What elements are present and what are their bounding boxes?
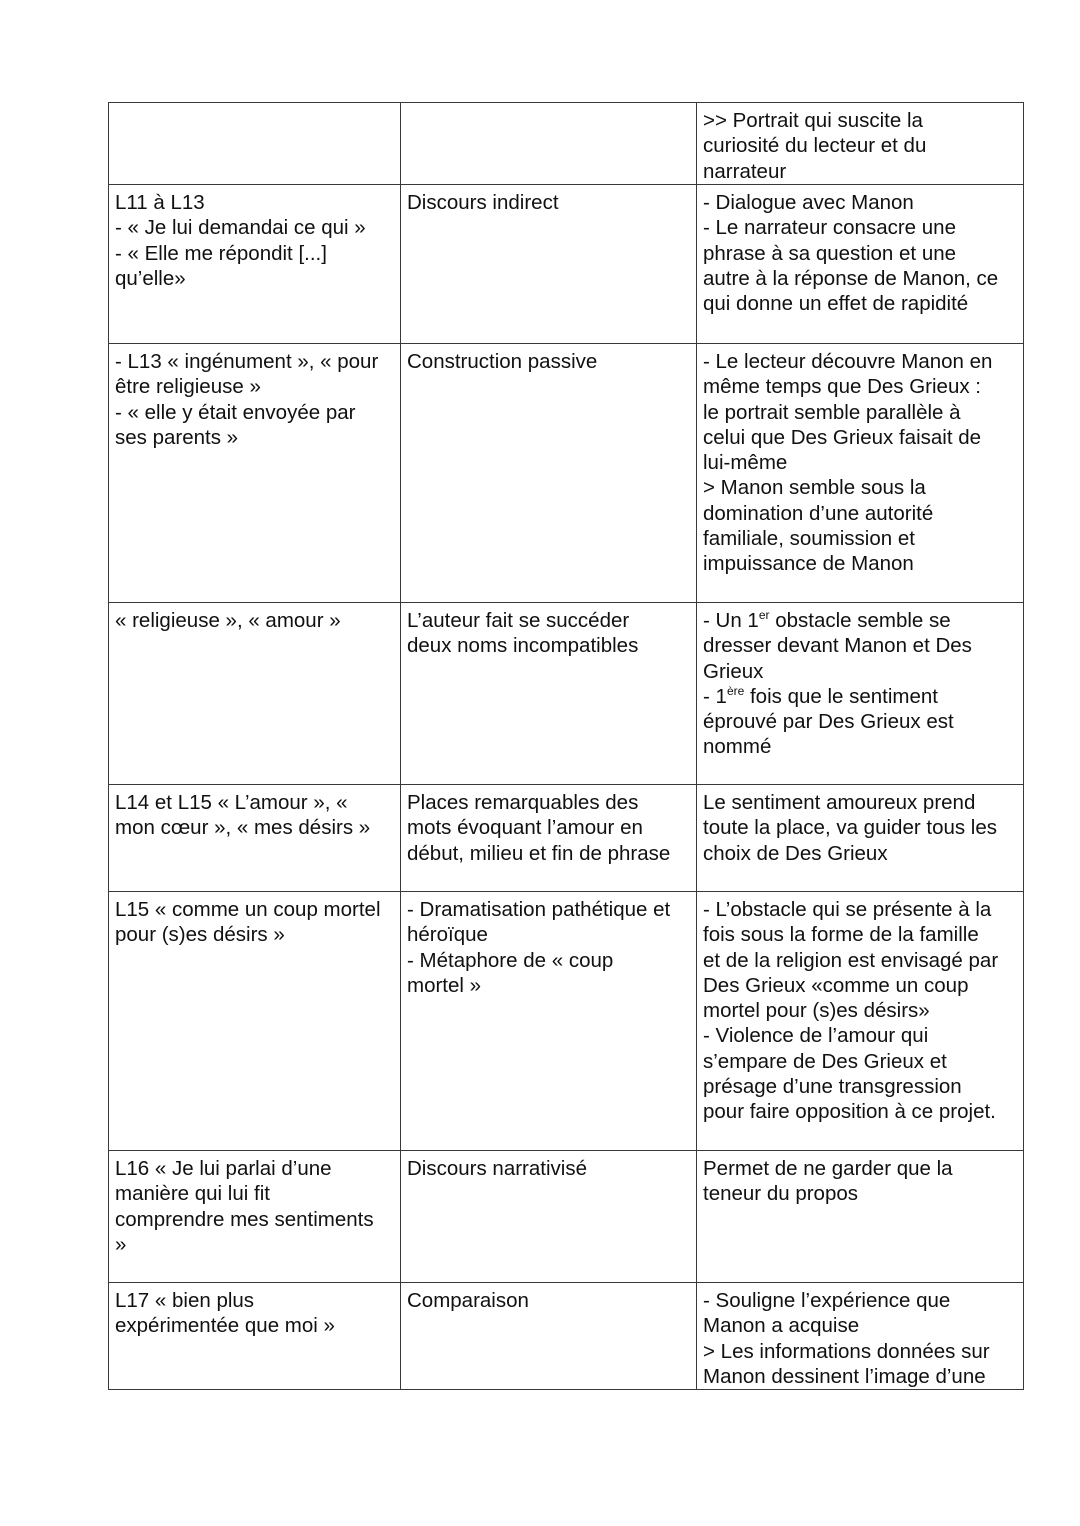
- cell-line: expérimentée que moi »: [115, 1314, 335, 1338]
- table-cell-reference: [109, 103, 401, 185]
- cell-line: mots évoquant l’amour en: [407, 816, 643, 840]
- cell-line: Places remarquables des: [407, 791, 639, 814]
- cell-line: - Dramatisation pathétique et: [407, 898, 671, 921]
- cell-line: comprendre mes sentiments: [115, 1207, 374, 1231]
- cell-line: - Le narrateur consacre une: [703, 216, 956, 240]
- cell-line: dresser devant Manon et Des: [703, 634, 972, 658]
- table-cell-reference: [109, 785, 401, 892]
- cell-line: Le sentiment amoureux prend: [703, 791, 976, 814]
- table-cell-interpretation: [697, 892, 1024, 1151]
- analysis-table: [108, 102, 1024, 1390]
- cell-line: début, milieu et fin de phrase: [407, 841, 671, 865]
- cell-line: L16 « Je lui parlai d’une: [115, 1157, 332, 1180]
- cell-line: - Souligne l’expérience que: [703, 1289, 951, 1312]
- table-cell-procede: [401, 185, 697, 344]
- superscript: ère: [726, 683, 745, 698]
- cell-line: ses parents »: [115, 425, 239, 449]
- table-cell-procede: [401, 344, 697, 603]
- table-cell-interpretation: [697, 185, 1024, 344]
- text-fragment: fois que le sentiment: [744, 684, 939, 708]
- cell-line: présage d’une transgression: [703, 1075, 962, 1099]
- cell-line: Discours narrativisé: [407, 1157, 587, 1180]
- text-fragment: obstacle semble se: [769, 609, 951, 632]
- cell-line: pour faire opposition à ce projet.: [703, 1100, 996, 1124]
- cell-line: - L13 « ingénument », « pour: [115, 350, 379, 373]
- table-cell-procede: [401, 1151, 697, 1283]
- superscript: er: [758, 608, 770, 622]
- cell-line: mortel pour (s)es désirs»: [703, 999, 930, 1023]
- cell-line: nommé: [703, 735, 772, 759]
- table-cell-interpretation: [697, 785, 1024, 892]
- cell-line: - Le lecteur découvre Manon en: [703, 350, 993, 373]
- table-row: [109, 603, 1024, 785]
- cell-line: »: [115, 1232, 127, 1256]
- cell-line: s’empare de Des Grieux et: [703, 1049, 947, 1073]
- cell-line: [703, 608, 1018, 633]
- cell-line: - « elle y était envoyée par: [115, 400, 356, 424]
- cell-line: - L’obstacle qui se présente à la: [703, 898, 992, 921]
- cell-line: [703, 684, 1018, 709]
- cell-line: mon cœur », « mes désirs »: [115, 816, 371, 840]
- cell-line: L17 « bien plus: [115, 1289, 255, 1312]
- cell-line: Manon dessinent l’image d’une: [703, 1364, 986, 1388]
- cell-line: L15 « comme un coup mortel: [115, 898, 381, 921]
- cell-line: Comparaison: [407, 1289, 529, 1312]
- cell-line: autre à la réponse de Manon, ce: [703, 266, 999, 290]
- cell-line: narrateur: [703, 159, 787, 183]
- cell-line: teneur du propos: [703, 1182, 859, 1206]
- cell-line: - Métaphore de « coup: [407, 948, 614, 972]
- table-cell-reference: [109, 344, 401, 603]
- table-cell-reference: [109, 603, 401, 785]
- table-cell-procede: [401, 103, 697, 185]
- cell-line: L’auteur fait se succéder: [407, 609, 630, 632]
- table-row: [109, 892, 1024, 1151]
- cell-line: Permet de ne garder que la: [703, 1157, 953, 1180]
- table-cell-procede: [401, 892, 697, 1151]
- cell-line: et de la religion est envisagé par: [703, 948, 999, 972]
- table-row: [109, 103, 1024, 185]
- cell-line: héroïque: [407, 923, 488, 947]
- table-cell-reference: [109, 1151, 401, 1283]
- table-row: [109, 1283, 1024, 1390]
- cell-line: domination d’une autorité: [703, 501, 934, 525]
- table-cell-interpretation: [697, 344, 1024, 603]
- table-cell-reference: [109, 1283, 401, 1390]
- cell-line: - Violence de l’amour qui: [703, 1024, 929, 1048]
- cell-line: choix de Des Grieux: [703, 841, 888, 865]
- table-cell-interpretation: [697, 1151, 1024, 1283]
- text-fragment: - 1: [703, 684, 727, 708]
- table-row: [109, 185, 1024, 344]
- cell-line: familiale, soumission et: [703, 527, 915, 551]
- cell-line: pour (s)es désirs »: [115, 923, 285, 947]
- cell-line: phrase à sa question et une: [703, 241, 957, 265]
- cell-line: être religieuse »: [115, 375, 261, 399]
- cell-line: même temps que Des Grieux :: [703, 375, 981, 399]
- cell-line: > Manon semble sous la: [703, 476, 926, 500]
- text-fragment: - Un 1: [703, 609, 759, 632]
- cell-line: mortel »: [407, 973, 482, 997]
- table-cell-interpretation: [697, 603, 1024, 785]
- cell-line: toute la place, va guider tous les: [703, 816, 998, 840]
- cell-line: manière qui lui fit: [115, 1182, 270, 1206]
- table-cell-interpretation: [697, 1283, 1024, 1390]
- cell-line: qui donne un effet de rapidité: [703, 292, 969, 316]
- cell-line: celui que Des Grieux faisait de: [703, 425, 982, 449]
- table-cell-procede: [401, 1283, 697, 1390]
- cell-line: L14 et L15 « L’amour », «: [115, 791, 348, 814]
- table-cell-interpretation: [697, 103, 1024, 185]
- cell-line: curiosité du lecteur et du: [703, 134, 927, 158]
- cell-line: Construction passive: [407, 350, 598, 373]
- cell-line: Des Grieux «comme un coup: [703, 973, 969, 997]
- table-row: [109, 344, 1024, 603]
- cell-line: fois sous la forme de la famille: [703, 923, 979, 947]
- cell-line: éprouvé par Des Grieux est: [703, 710, 954, 734]
- cell-line: Grieux: [703, 659, 764, 683]
- cell-line: le portrait semble parallèle à: [703, 400, 961, 424]
- cell-line: impuissance de Manon: [703, 552, 914, 576]
- cell-line: Manon a acquise: [703, 1314, 860, 1338]
- cell-line: « religieuse », « amour »: [115, 609, 341, 632]
- cell-line: - « Je lui demandai ce qui »: [115, 216, 366, 240]
- cell-line: L11 à L13: [115, 191, 205, 214]
- table-cell-procede: [401, 603, 697, 785]
- cell-line: - « Elle me répondit [...]: [115, 241, 327, 265]
- cell-line: - Dialogue avec Manon: [703, 191, 914, 214]
- cell-line: lui-même: [703, 451, 788, 475]
- cell-line: > Les informations données sur: [703, 1339, 990, 1363]
- table-row: [109, 785, 1024, 892]
- table-cell-reference: [109, 892, 401, 1151]
- table-cell-procede: [401, 785, 697, 892]
- table-row: [109, 1151, 1024, 1283]
- table-cell-reference: [109, 185, 401, 344]
- cell-line: Discours indirect: [407, 191, 559, 214]
- cell-line: >> Portrait qui suscite la: [703, 109, 923, 132]
- cell-line: deux noms incompatibles: [407, 634, 639, 658]
- cell-line: qu’elle»: [115, 266, 186, 290]
